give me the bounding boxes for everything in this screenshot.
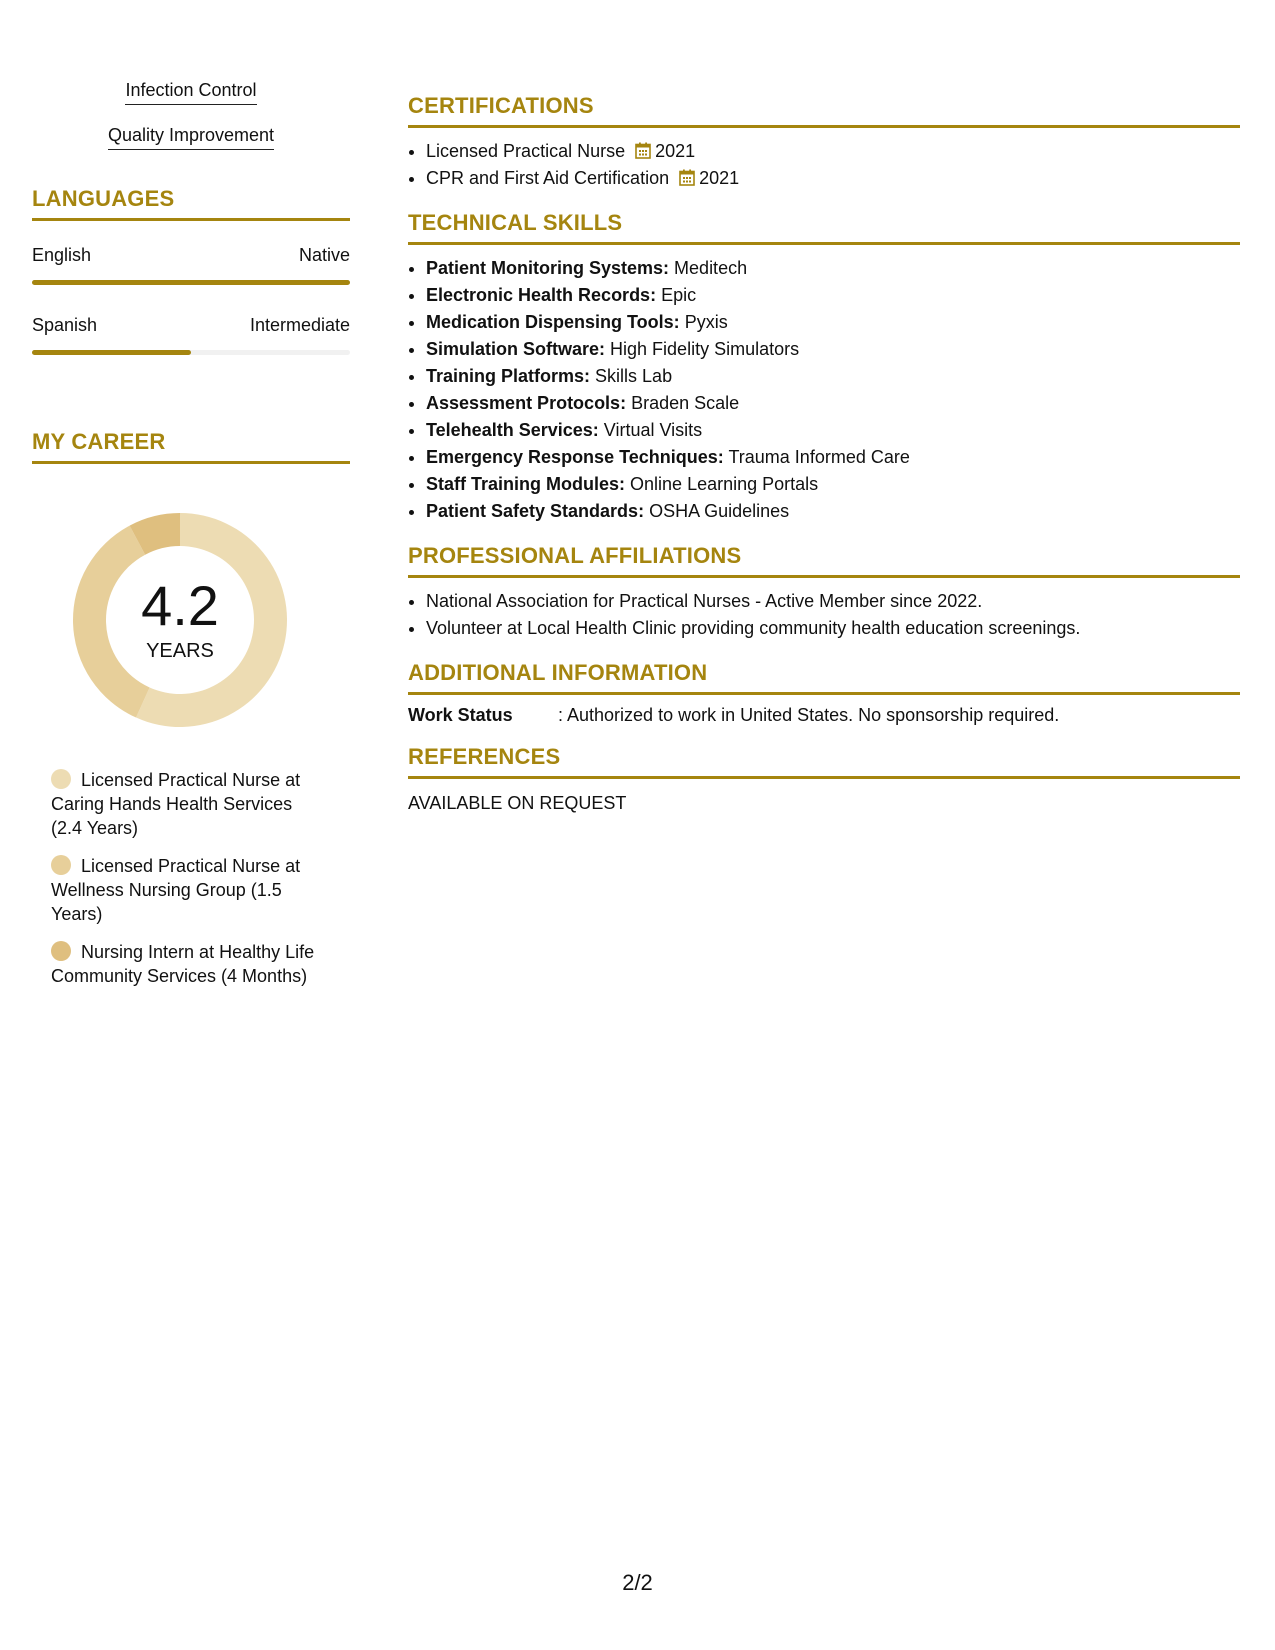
skill-tag: Quality Improvement [32,125,350,150]
technical-skill-item: • Assessment Protocols: Braden Scale [426,390,1240,417]
references-title: REFERENCES [408,744,1240,779]
career-legend-item: Licensed Practical Nurse at Wellness Nursing Group (1.5 Years) [51,856,301,924]
skill-tag: Infection Control [32,80,350,105]
technical-skill-item: • Patient Monitoring Systems: Meditech [426,255,1240,282]
work-status-label: Work Status [408,705,513,725]
career-legend-item: Licensed Practical Nurse at Caring Hands Health Services (2.4 Years) [51,770,301,838]
technical-skill-item: • Simulation Software: High Fidelity Simulators [426,336,1240,363]
technical-skill-item: • Electronic Health Records: Epic [426,282,1240,309]
certification-item: • Licensed Practical Nurse 2021 [426,138,1240,165]
career-donut-chart [66,506,294,734]
language-level: Native [298,245,350,265]
affiliation-item: • National Association for Practical Nurses - Active Member since 2022. [426,588,1240,615]
career-donut-center [66,506,294,734]
work-status-row [408,705,1240,726]
additional-info-section [408,660,1240,726]
page-number: 2/2 [622,1570,653,1595]
technical-skill-item: • Staff Training Modules: Online Learning Portals [426,471,1240,498]
technical-skill-item: • Emergency Response Techniques: Trauma Informed Care [426,444,1240,471]
legend-dot [51,941,71,961]
technical-skill-item: • Training Platforms: Skills Lab [426,363,1240,390]
language-bar [32,280,350,285]
language-bar [32,350,350,355]
languages-title: LANGUAGES [32,186,350,221]
calendar-icon [679,169,695,186]
work-status-value: : Authorized to work in United States. No sponsorship required. [558,705,1060,725]
certifications-section [408,93,1240,192]
certifications-title: CERTIFICATIONS [408,93,1240,128]
certification-item: • CPR and First Aid Certification 2021 [426,165,1240,192]
career-total: 4.2 [141,574,219,637]
career-unit: YEARS [146,640,214,662]
references-text: AVAILABLE ON REQUEST [408,793,627,813]
language-name: Spanish [32,315,98,335]
career-legend-item: Nursing Intern at Healthy Life Community Services (4 Months) [51,942,315,986]
technical-skills-title: TECHNICAL SKILLS [408,210,1240,245]
calendar-icon [635,142,651,159]
technical-skills-section [408,210,1240,525]
language-level: Intermediate [249,315,350,335]
legend-dot [51,855,71,875]
affiliation-item: • Volunteer at Local Health Clinic providing community health education screenings. [426,615,1240,642]
technical-skill-item: • Patient Safety Standards: OSHA Guidelines [426,498,1240,525]
language-bar-fill [32,280,350,285]
affiliations-title: PROFESSIONAL AFFILIATIONS [408,543,1240,578]
additional-info-title: ADDITIONAL INFORMATION [408,660,1240,695]
technical-skill-item: • Telehealth Services: Virtual Visits [426,417,1240,444]
language-name: English [32,245,92,265]
legend-dot [51,769,71,789]
career-title: MY CAREER [32,429,350,464]
technical-skill-item: • Medication Dispensing Tools: Pyxis [426,309,1240,336]
left-column [32,80,350,1002]
references-section [408,744,1240,814]
career-legend [32,768,326,988]
language-item [32,245,350,285]
affiliations-section [408,543,1240,642]
right-column [408,93,1240,832]
language-item [32,315,350,355]
language-bar-fill [32,350,191,355]
